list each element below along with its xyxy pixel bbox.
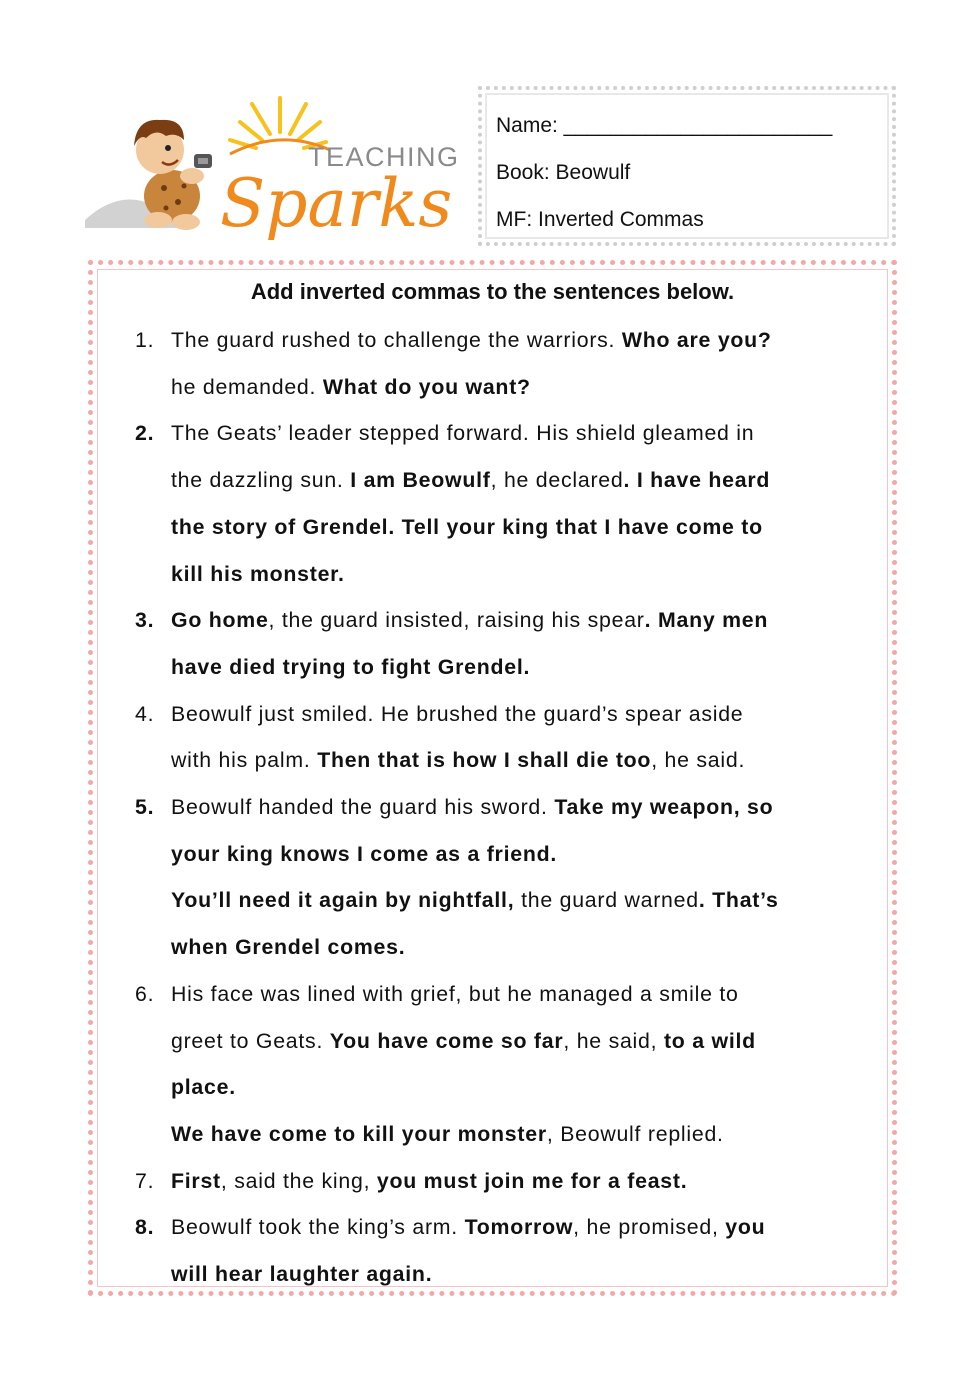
question-line bbox=[171, 877, 875, 924]
narrative-text: , he declared bbox=[490, 468, 624, 493]
narrative-text: , Beowulf replied. bbox=[546, 1121, 724, 1146]
question-line bbox=[171, 1204, 875, 1251]
spoken-text: will hear laughter again. bbox=[171, 1262, 433, 1287]
question-item bbox=[135, 971, 875, 1158]
question-item bbox=[135, 1204, 875, 1297]
brand-line1: TEACHING bbox=[308, 142, 460, 172]
spoken-text: to a wild bbox=[663, 1028, 756, 1053]
spoken-text: Tomorrow bbox=[464, 1215, 574, 1240]
spoken-text: First bbox=[171, 1168, 221, 1193]
question-item bbox=[135, 410, 875, 597]
question-item bbox=[135, 784, 875, 971]
question-number: 5. bbox=[135, 795, 155, 820]
question-line bbox=[171, 924, 875, 971]
narrative-text: Beowulf handed the guard his sword. bbox=[171, 795, 555, 820]
question-line bbox=[171, 971, 875, 1018]
narrative-text: with his palm. bbox=[171, 748, 318, 773]
spoken-text: I am Beowulf bbox=[350, 468, 491, 493]
narrative-text: the guard warned bbox=[514, 888, 699, 913]
spoken-text: . I have heard bbox=[623, 468, 771, 493]
brand-line2: Sparks bbox=[220, 165, 453, 242]
question-line bbox=[171, 1251, 875, 1298]
spoken-text: Go home bbox=[171, 608, 269, 633]
teaching-sparks-logo bbox=[80, 88, 460, 248]
question-line bbox=[171, 1158, 875, 1205]
question-line bbox=[171, 1111, 875, 1158]
question-line bbox=[171, 551, 875, 598]
spoken-text: . Many men bbox=[644, 608, 769, 633]
narrative-text: , he promised, bbox=[573, 1215, 726, 1240]
instruction-heading: Add inverted commas to the sentences below. bbox=[250, 279, 735, 304]
narrative-text: The Geats’ leader stepped forward. His shield gleamed in bbox=[171, 421, 755, 446]
question-item bbox=[135, 691, 875, 784]
question-line bbox=[171, 317, 875, 364]
spoken-text: You’ll need it again by nightfall, bbox=[171, 888, 515, 913]
spoken-text: Then that is how I shall die too bbox=[317, 748, 652, 773]
question-number: 2. bbox=[135, 421, 155, 446]
question-line bbox=[171, 784, 875, 831]
exercise-box bbox=[88, 260, 897, 1296]
question-line bbox=[171, 831, 875, 878]
narrative-text: the dazzling sun. bbox=[171, 468, 351, 493]
question-line bbox=[171, 364, 875, 411]
spoken-text: . That’s bbox=[698, 888, 779, 913]
narrative-text: His face was lined with grief, but he managed a smile to bbox=[171, 981, 739, 1006]
spoken-text: We have come to kill your monster bbox=[171, 1121, 547, 1146]
spoken-text: Take my weapon, so bbox=[554, 795, 774, 820]
student-info-box bbox=[478, 86, 896, 246]
question-line bbox=[171, 457, 875, 504]
question-number: 6. bbox=[135, 981, 155, 1006]
question-line bbox=[171, 1064, 875, 1111]
book-label: Book: Beowulf bbox=[496, 161, 631, 184]
narrative-text: , he said, bbox=[563, 1028, 664, 1053]
narrative-text: greet to Geats. bbox=[171, 1028, 330, 1053]
name-field[interactable]: Name: _______________________ bbox=[496, 114, 833, 137]
question-item bbox=[135, 317, 875, 410]
spoken-text: your king knows I come as a friend. bbox=[171, 841, 558, 866]
caveman-mascot-icon bbox=[80, 88, 460, 248]
narrative-text: , the guard insisted, raising his spear bbox=[268, 608, 645, 633]
mf-label: MF: Inverted Commas bbox=[496, 208, 704, 231]
spoken-text: kill his monster. bbox=[171, 561, 345, 586]
narrative-text: The guard rushed to challenge the warriors. bbox=[171, 328, 622, 352]
question-line bbox=[171, 504, 875, 551]
question-line bbox=[171, 737, 875, 784]
question-line bbox=[171, 410, 875, 457]
question-line bbox=[171, 644, 875, 691]
narrative-text: , he said. bbox=[651, 748, 746, 773]
question-line bbox=[171, 691, 875, 738]
spoken-text: Who are you? bbox=[621, 328, 772, 352]
spoken-text: the story of Grendel. Tell your king that I have come to bbox=[171, 514, 763, 539]
question-line bbox=[171, 1018, 875, 1065]
question-item bbox=[135, 597, 875, 690]
spoken-text: What do you want? bbox=[322, 374, 531, 399]
question-number: 8. bbox=[135, 1215, 155, 1240]
question-number: 7. bbox=[135, 1168, 155, 1193]
narrative-text: Beowulf took the king’s arm. bbox=[171, 1215, 465, 1240]
spoken-text: place. bbox=[171, 1075, 236, 1100]
spoken-text: have died trying to fight Grendel. bbox=[171, 654, 531, 679]
question-number: 1. bbox=[135, 328, 155, 352]
question-line bbox=[171, 597, 875, 644]
question-item bbox=[135, 1158, 875, 1205]
question-number: 4. bbox=[135, 701, 155, 726]
spoken-text: you bbox=[725, 1215, 766, 1240]
spoken-text: you must join me for a feast. bbox=[376, 1168, 688, 1193]
narrative-text: , said the king, bbox=[220, 1168, 377, 1193]
question-number: 3. bbox=[135, 608, 155, 633]
narrative-text: Beowulf just smiled. He brushed the guard’s spear aside bbox=[171, 701, 744, 726]
spoken-text: You have come so far bbox=[329, 1028, 564, 1053]
question-list bbox=[135, 317, 875, 1298]
spoken-text: when Grendel comes. bbox=[171, 935, 406, 960]
narrative-text: he demanded. bbox=[171, 374, 323, 399]
